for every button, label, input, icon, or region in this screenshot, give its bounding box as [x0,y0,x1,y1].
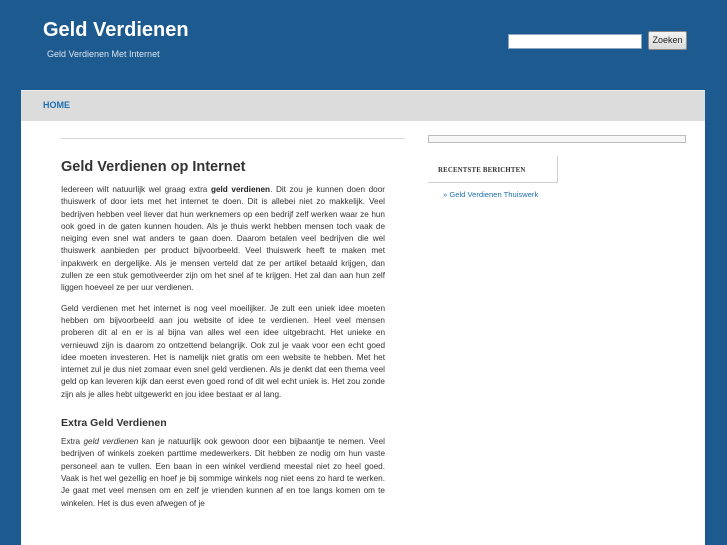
p3-text-start: Extra [61,437,84,447]
nav-bar [21,90,705,121]
content-divider [61,138,405,139]
post-subtitle: Extra Geld Verdienen [61,417,167,430]
recent-posts-widget-header [428,156,558,183]
p1-text-start: Iedereen wilt natuurlijk wel graag extra [61,185,211,194]
search-input[interactable] [508,34,642,49]
search-button[interactable]: Zoeken [648,31,687,50]
main-column [61,159,385,518]
site-tagline: Geld Verdienen Met Internet [47,49,160,59]
p3-text-end: kan je natuurlijk ook gewoon door een bijbaantje te nemen. Veel bedrijven of winkels zoeken parttime medewerkers. Dit hebben ze nodig om hun vaste personeel aan te vullen. Een baan in een winkel verdiend meestal niet zo heel goed. Vaak is het wel gezellig en hoef je bij sommige winkels nog niet eens zo hard te werken. Je gaat met veel mensen om en zelf je vrienden kunnen af en toe langs komen om te winkelen. Het is dus even afwegen of je [61,437,385,508]
post-paragraph-2: Geld verdienen met het internet is nog veel moeilijker. Je zult een uniek idee moeten hebben om bijvoorbeeld aan jou website of idee te verdienen. Heel veel mensen proberen dit al en er is al bijna van alles wel een idee uitgebracht. Het unieke en vernieuwd zijn is daarom zo ontzettend belangrijk. Ook zul je vaak voor een echt goed idee moeten investeren. Het is namelijk niet gratis om een website te hebben. Met het internet zul je dus niet zomaar even snel geld verdienen. Als je denkt dat een thema veel geld op kan leveren kijk dan eerst even goed rond of dit wel echt uniek is. Het zou zonde zijn als je alles hebt uitgewerkt en jou idee bestaat er al lang. [61,303,385,399]
recent-posts-title: RECENTSTE BERICHTEN [438,167,526,174]
p3-italic-keyword: geld verdienen [83,437,139,447]
recent-post-link[interactable]: » Geld Verdienen Thuiswerk [443,190,539,199]
post-title[interactable]: Geld Verdienen op Internet [61,159,246,175]
p1-bold-keyword: geld verdienen [210,185,271,194]
sidebar-top-bar [428,135,686,143]
content-area [21,121,705,545]
nav-item-home[interactable]: HOME [43,100,70,110]
post-paragraph-1 [61,184,385,295]
site-title[interactable]: Geld Verdienen [43,19,189,41]
p1-text-end: . Dit zou je kunnen doen door thuiswerk of door iets met het internet te doen. Dit is allebei niet zo makkelijk. Veel bedrijven hebben veel liever dat hun werknemers op een bedrijf zelf werken waar ze hun ook goed in de gaten kunnen houden. Als je thuis werkt hebben mensen toch vaak de neiging even snel wat anders te gaan doen. Daarom betalen veel bedrijven die wel thuiswerk aanbieden per product bijvoorbeeld. Veel thuiswerk heeft te maken met inpakwerk en dergelijke. Als je mensen verteld dat ze per artikel betaald krijgen, dan zullen ze een stuk gemotiveerder zijn om het snel af te krijgen. Het zal dan aan hun zelf liggen hoeveel ze per uur verdienen. [61,185,385,293]
post-paragraph-3 [61,436,385,510]
